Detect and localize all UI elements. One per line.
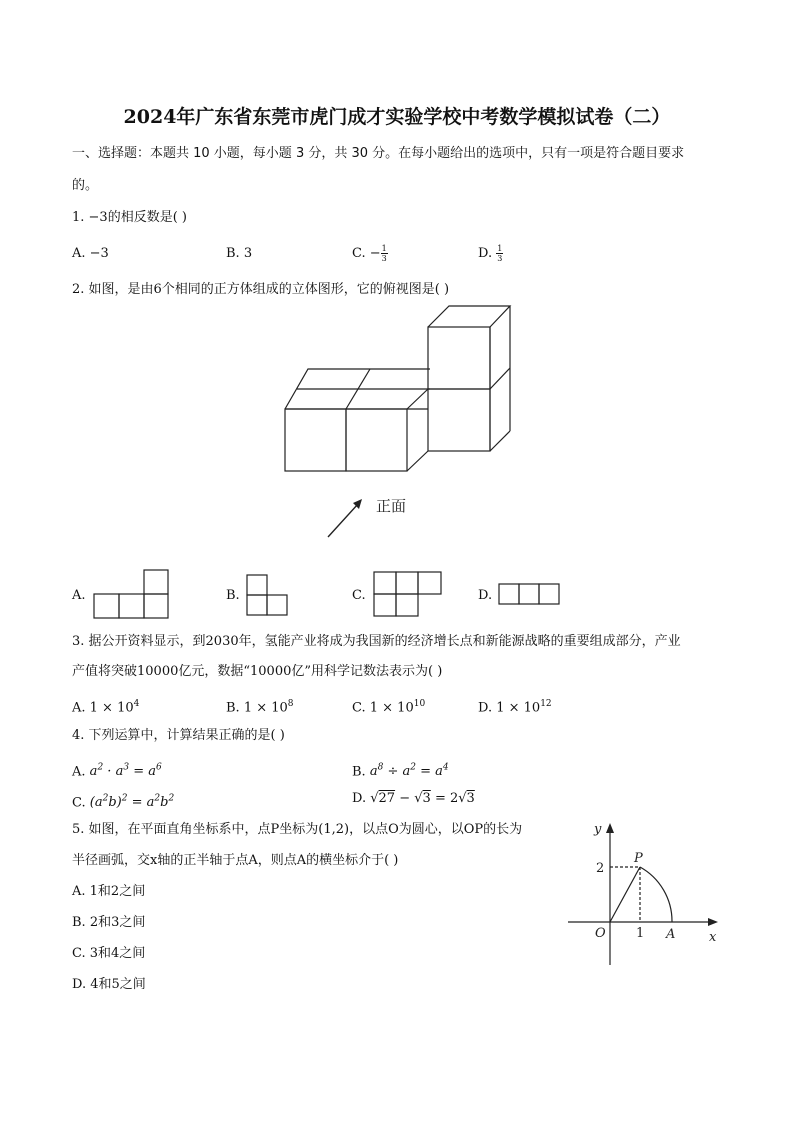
q2-stem: 2. 如图，是由6个相同的正方体组成的立体图形，它的俯视图是( )	[72, 282, 450, 297]
q1-option-d-label: D.	[478, 246, 497, 261]
q4-c-label: C.	[72, 795, 86, 811]
q2-option-c: C.	[352, 588, 366, 603]
point-p-label: P	[634, 851, 643, 866]
q3-stem-line1: 3. 据公开资料显示，到2030年，氢能产业将成为我国新的经济增长点和新能源战略的重要组成部分，产业	[72, 634, 681, 649]
front-label: 正面	[376, 497, 407, 515]
y-axis-label: y	[594, 822, 602, 837]
tick-x-label: 1	[636, 926, 645, 941]
q4-c-expression: $(a^2b)^2 = a^2b^2$	[89, 794, 175, 811]
q4-b-expression: $a^8 \div a^2 = a^4$	[369, 763, 449, 780]
q2-option-d: D.	[478, 588, 493, 603]
exam-title: 2024年广东省东莞市虎门成才实验学校中考数学模拟试卷（二）	[123, 106, 671, 128]
q5-option-c: C. 3和4之间	[72, 946, 146, 961]
q4-stem: 4. 下列运算中，计算结果正确的是( )	[72, 728, 285, 743]
q1-c-denominator: 3	[381, 254, 387, 263]
q3-a-base: A. 1 × 10	[72, 700, 134, 716]
q2-option-a: A.	[72, 588, 86, 603]
q1-c-numerator: 1	[381, 244, 387, 253]
q3-b-exponent: 8	[287, 699, 294, 709]
q4-a-expression: $a^2 \cdot a^3 = a^6$	[89, 763, 162, 780]
q1-option-b: B. 3	[226, 246, 253, 261]
q3-stem-line2: 产值将突破10000亿元，数据“10000亿”用科学记数法表示为( )	[72, 664, 443, 679]
q1-stem: 1. −3的相反数是( )	[72, 210, 187, 225]
x-axis-label: x	[709, 930, 717, 945]
q4-d-expression: √27 − √3 = 2√3	[370, 791, 475, 806]
q5-stem-line2: 半径画弧，交x轴的正半轴于点A，则点A的横坐标介于( )	[72, 853, 399, 868]
q4-a-label: A.	[72, 764, 86, 780]
q2-option-b: B.	[226, 588, 240, 603]
q3-d-exponent: 12	[540, 699, 552, 709]
origin-label: O	[595, 926, 606, 941]
q5-stem-line1: 5. 如图，在平面直角坐标系中，点P坐标为(1,2)，以点O为圆心，以OP的长为	[72, 822, 523, 837]
q3-c-exponent: 10	[413, 699, 426, 709]
q1-d-denominator: 3	[497, 254, 503, 263]
q5-option-a: A. 1和2之间	[72, 884, 146, 899]
q5-option-d: D. 4和5之间	[72, 977, 146, 992]
q3-b-base: B. 1 × 10	[226, 700, 288, 716]
q4-d-label: D.	[352, 791, 367, 806]
q1-d-numerator: 1	[497, 244, 503, 253]
q3-c-base: C. 1 × 10	[352, 700, 414, 716]
q1-option-c-label: C. −	[352, 246, 381, 261]
q4-b-label: B.	[352, 764, 366, 780]
q3-d-base: D. 1 × 10	[478, 700, 541, 716]
point-a-label: A	[666, 927, 676, 942]
tick-y-label: 2	[596, 861, 605, 876]
q1-option-a: A. −3	[72, 246, 109, 261]
q3-a-exponent: 4	[133, 699, 140, 709]
section-heading-line1: 一、选择题：本题共 10 小题，每小题 3 分，共 30 分。在每小题给出的选项中，只有一项是符合题目要求	[72, 146, 685, 161]
section-heading-line2: 的。	[72, 178, 99, 193]
q5-option-b: B. 2和3之间	[72, 915, 146, 930]
